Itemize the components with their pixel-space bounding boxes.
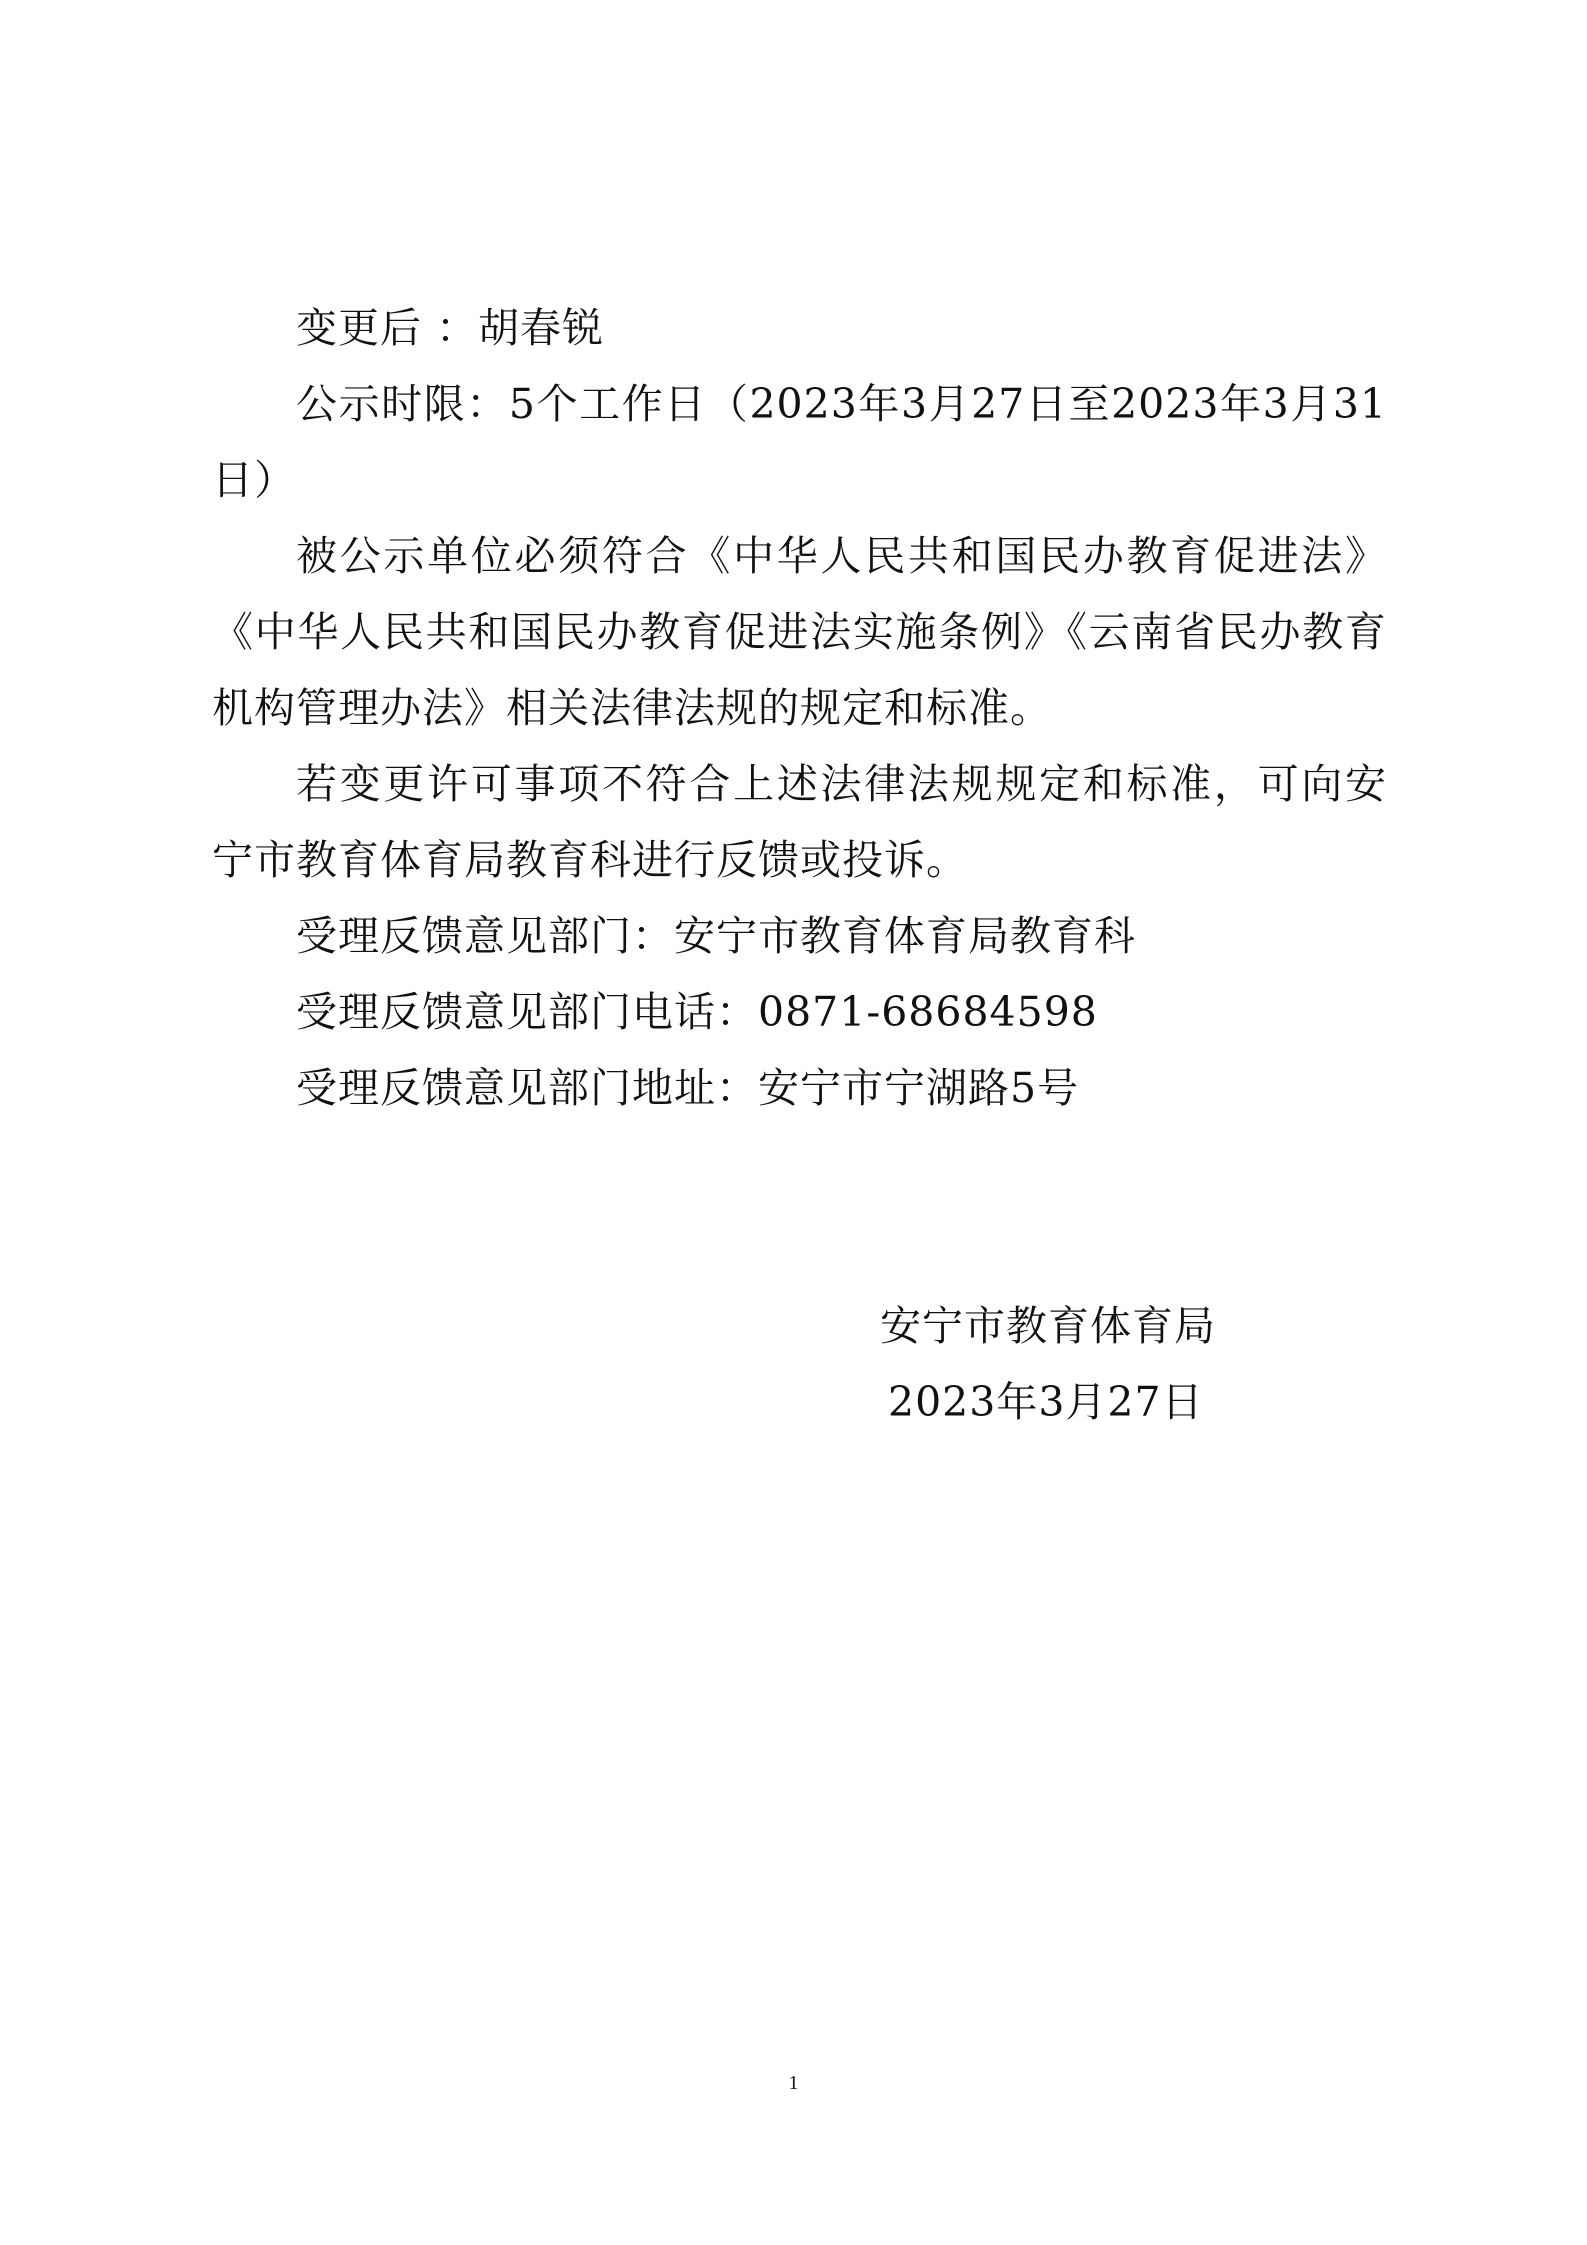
- issuing-organization: 安宁市教育体育局: [880, 1302, 1216, 1350]
- notice-body: [212, 290, 1387, 1126]
- feedback-address: 受理反馈意见部门地址：安宁市宁湖路5号: [296, 1064, 1080, 1112]
- feedback-department: 受理反馈意见部门：安宁市教育体育局教育科: [296, 912, 1136, 960]
- publicity-period: 公示时限：5个工作日（2023年3月27日至2023年3月31日）: [212, 380, 1387, 504]
- compliance-statement: 被公示单位必须符合《中华人民共和国民办教育促进法》《中华人民共和国民办教育促进法实施条例》《云南省民办教育机构管理办法》相关法律法规的规定和标准。: [212, 532, 1387, 732]
- changed-person: 变更后 ：胡春锐: [296, 304, 605, 352]
- issue-date: 2023年3月27日: [888, 1378, 1204, 1426]
- feedback-instruction: 若变更许可事项不符合上述法律法规规定和标准，可向安宁市教育体育局教育科进行反馈或投诉。: [212, 760, 1387, 884]
- page-number: 1: [788, 2072, 799, 2094]
- signature-block: [860, 1288, 1260, 1440]
- feedback-phone: 受理反馈意见部门电话：0871-68684598: [296, 988, 1098, 1036]
